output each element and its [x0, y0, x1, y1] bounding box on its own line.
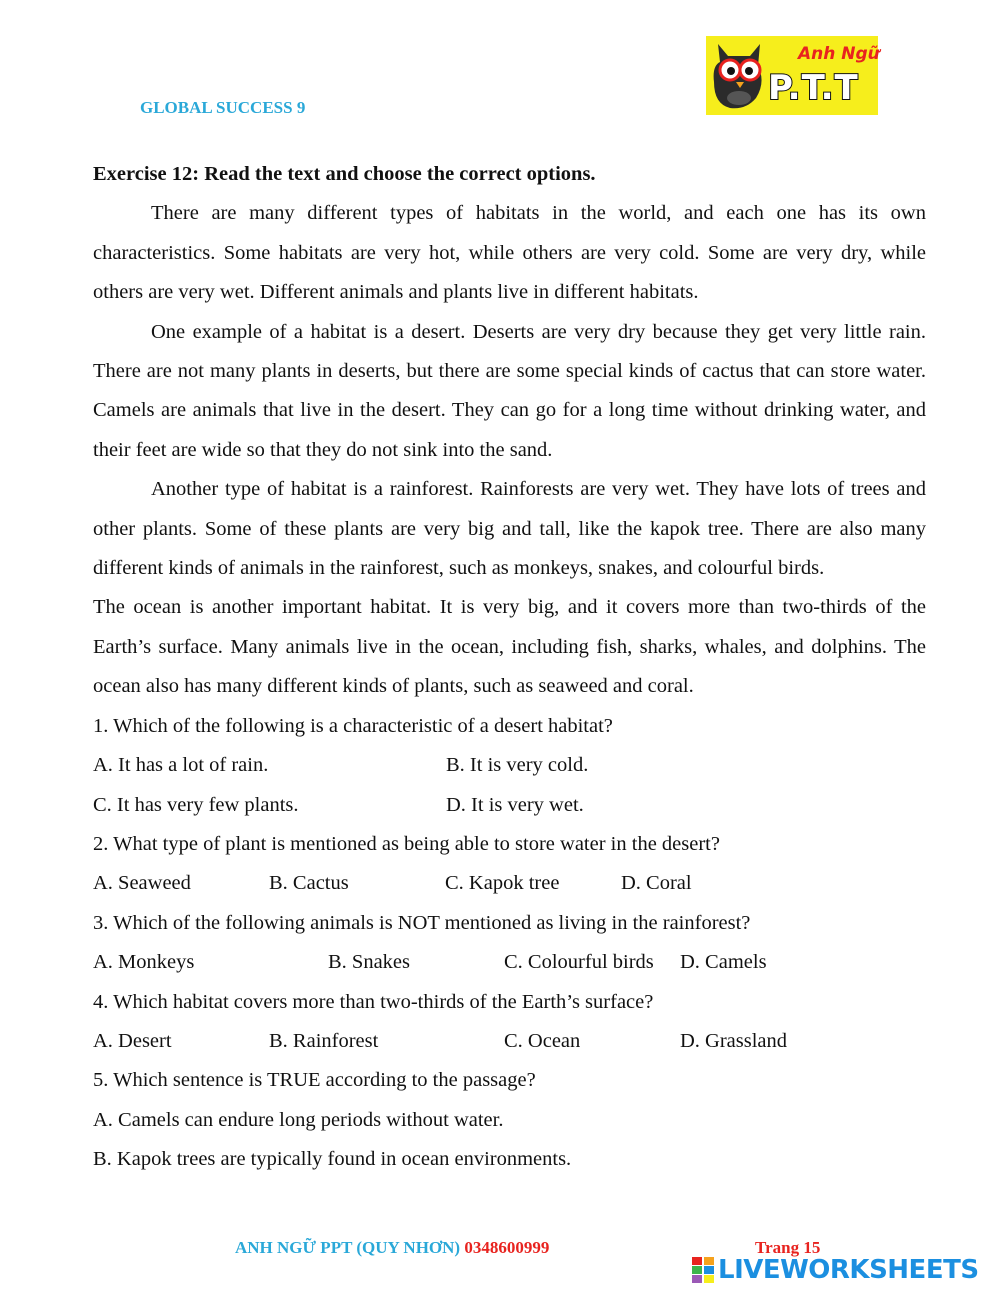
book-title: GLOBAL SUCCESS 9 [140, 98, 306, 117]
exercise-body [93, 155, 926, 1180]
question-3-options [93, 943, 926, 982]
school-logo [706, 36, 878, 115]
q5-option-a[interactable]: A. Camels can endure long periods without water. [93, 1108, 504, 1131]
footer-phone: 0348600999 [464, 1238, 550, 1257]
question-5: 5. Which sentence is TRUE according to the passage? [93, 1069, 536, 1092]
q2-option-c[interactable]: C. Kapok tree [445, 872, 560, 895]
question-4-options [93, 1022, 926, 1061]
q3-option-d[interactable]: D. Camels [680, 951, 767, 974]
q2-option-b[interactable]: B. Cactus [269, 872, 349, 895]
q4-option-b[interactable]: B. Rainforest [269, 1029, 379, 1052]
liveworksheets-text: LIVEWORKSHEETS [718, 1255, 979, 1285]
footer-center-name: ANH NGỮ PPT (QUY NHƠN) [235, 1238, 461, 1257]
q4-option-a[interactable]: A. Desert [93, 1029, 172, 1052]
question-1-options-row-1 [93, 746, 926, 785]
question-3: 3. Which of the following animals is NOT mentioned as living in the rainforest? [93, 911, 751, 934]
logo-text-top: Anh Ngữ [798, 44, 880, 64]
q1-option-c[interactable]: C. It has very few plants. [93, 793, 299, 816]
paragraph-desert: One example of a habitat is a desert. Deserts are very dry because they get very little rain. There are not many plants in deserts, but there are some special kinds of cactus that can store water. Camels are animals that live in the desert. They can go for a long time without drinking water, and their feet are wide so that they do not sink into the sand. [93, 320, 926, 461]
q1-option-d[interactable]: D. It is very wet. [446, 793, 584, 816]
paragraph-rainforest: Another type of habitat is a rainforest. Rainforests are very wet. They have lots of trees and other plants. Some of these plants are very big and tall, like the kapok tree. There are also many different kinds of animals in the rainforest, such as monkeys, snakes, and colourful birds. [93, 478, 926, 580]
paragraph-ocean: The ocean is another important habitat. It is very big, and it covers more than two-thirds of the Earth’s surface. Many animals live in the ocean, including fish, sharks, whales, and dolphins. The ocean also has many different kinds of plants, such as seaweed and coral. [93, 596, 926, 698]
q3-option-b[interactable]: B. Snakes [328, 951, 410, 974]
q1-option-a[interactable]: A. It has a lot of rain. [93, 754, 269, 777]
q3-option-c[interactable]: C. Colourful birds [504, 951, 654, 974]
liveworksheets-logo-icon [692, 1257, 714, 1283]
q4-option-d[interactable]: D. Grassland [680, 1029, 788, 1052]
q5-option-b[interactable]: B. Kapok trees are typically found in ocean environments. [93, 1148, 572, 1171]
logo-text-ptt: P.T.T [768, 68, 859, 108]
q4-option-c[interactable]: C. Ocean [504, 1029, 581, 1052]
question-2-options [93, 864, 926, 903]
q1-option-b[interactable]: B. It is very cold. [446, 754, 589, 777]
q3-option-a[interactable]: A. Monkeys [93, 951, 195, 974]
q2-option-a[interactable]: A. Seaweed [93, 872, 191, 895]
question-1-options-row-2 [93, 786, 926, 825]
question-2: 2. What type of plant is mentioned as being able to store water in the desert? [93, 832, 720, 855]
footer-publisher [235, 1238, 549, 1258]
exercise-title: Exercise 12: Read the text and choose the correct options. [93, 163, 596, 185]
question-4: 4. Which habitat covers more than two-thirds of the Earth’s surface? [93, 990, 654, 1013]
q2-option-d[interactable]: D. Coral [621, 872, 692, 895]
paragraph-intro: There are many different types of habitats in the world, and each one has its own characteristics. Some habitats are very hot, while others are very cold. Some are very dry, while others are very wet. Different animals and plants live in different habitats. [93, 202, 926, 304]
liveworksheets-brand [692, 1254, 979, 1286]
page-number: Trang 15 [755, 1238, 821, 1257]
question-1: 1. Which of the following is a characteristic of a desert habitat? [93, 714, 613, 737]
